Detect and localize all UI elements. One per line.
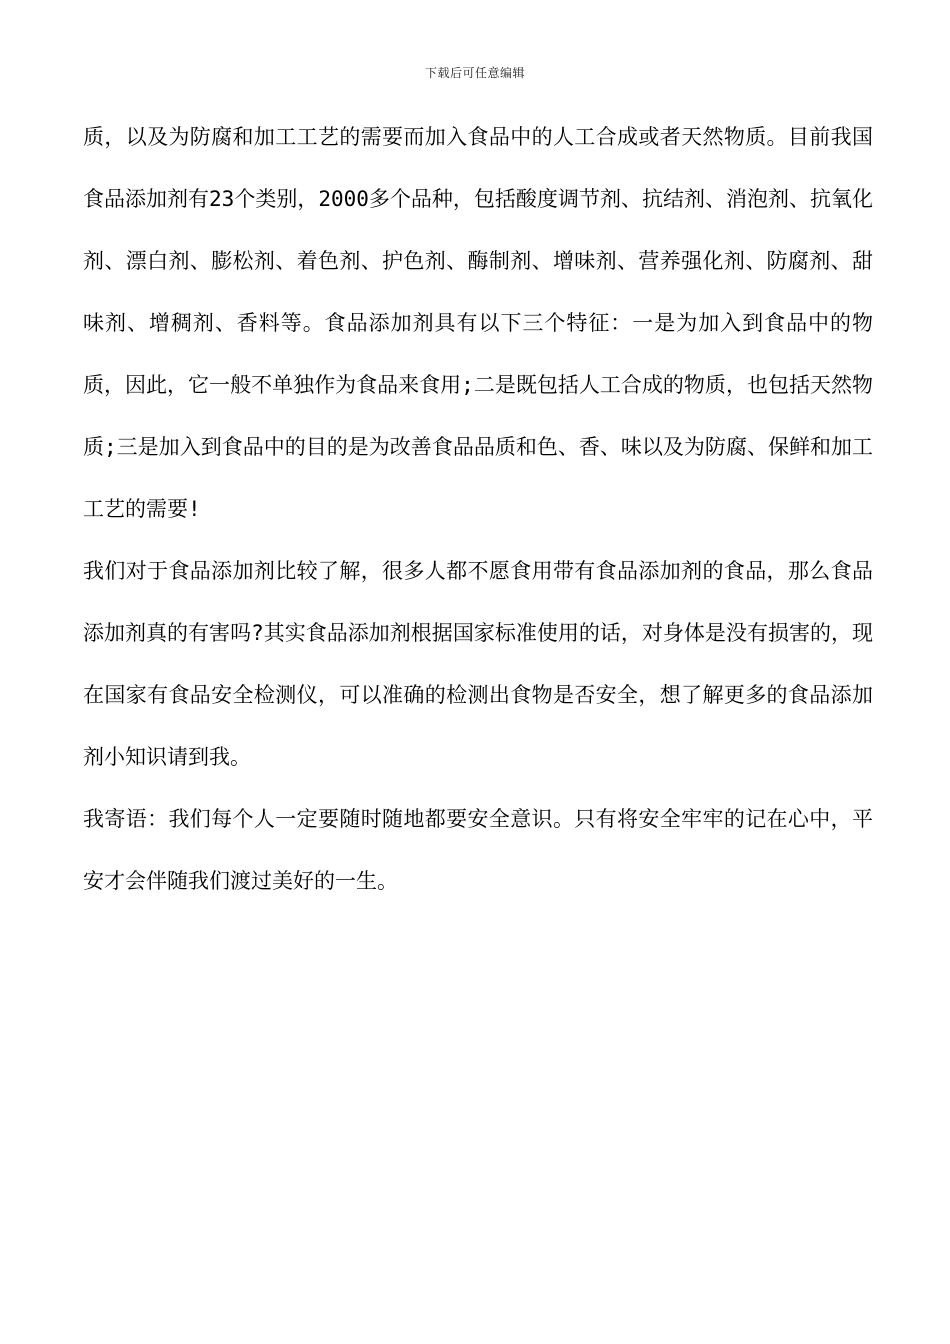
paragraph-closing-remark: 我寄语：我们每个人一定要随时随地都要安全意识。只有将安全牢牢的记在心中，平安才会伴随我们渡过美好的一生。 bbox=[83, 807, 873, 893]
paragraph-food-additives-safety: 我们对于食品添加剂比较了解，很多人都不愿食用带有食品添加剂的食品，那么食品添加剂真的有害吗?其实食品添加剂根据国家标准使用的话，对身体是没有损害的，现在国家有食品安全检测仪，可以准确的检测出食物是否安全，想了解更多的食品添加剂小知识请到我。 bbox=[83, 559, 873, 769]
paragraph-food-additives-definition: 质，以及为防腐和加工工艺的需要而加入食品中的人工合成或者天然物质。目前我国食品添加剂有23个类别，2000多个品种，包括酸度调节剂、抗结剂、消泡剂、抗氧化剂、漂白剂、膨松剂、着色剂、护色剂、酶制剂、增味剂、营养强化剂、防腐剂、甜味剂、增稠剂、香料等。食品添加剂具有以下三个特征：一是为加入到食品中的物质，因此，它一般不单独作为食品来食用;二是既包括人工合成的物质，也包括天然物质;三是加入到食品中的目的是为改善食品品质和色、香、味以及为防腐、保鲜和加工工艺的需要! bbox=[83, 125, 873, 521]
document-body bbox=[83, 106, 873, 912]
page-header: 下载后可任意编辑 bbox=[424, 66, 525, 80]
